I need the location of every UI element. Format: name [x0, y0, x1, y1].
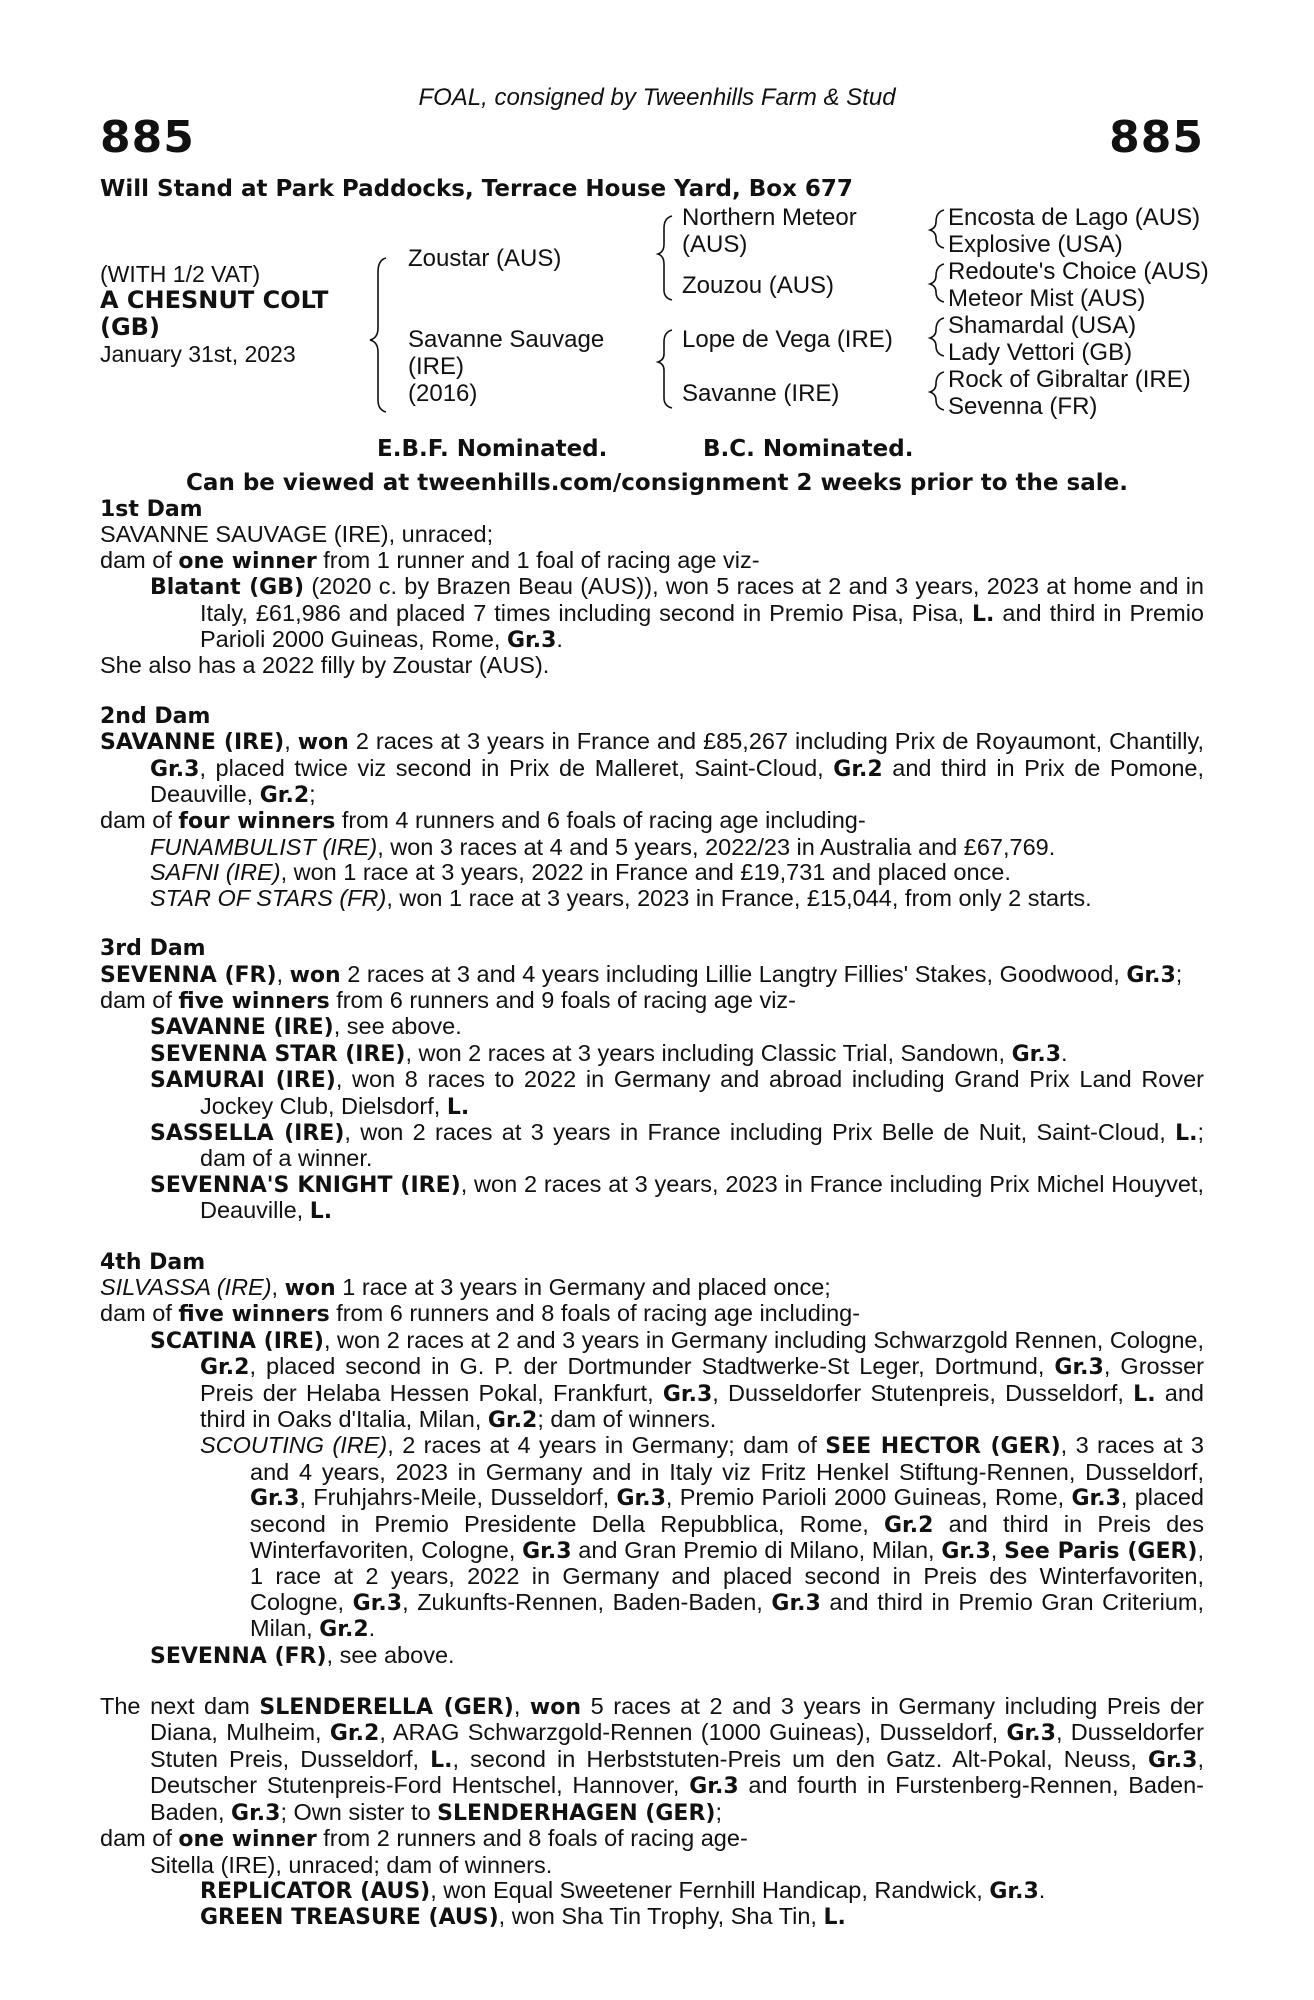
pedigree-sire-dam: Zouzou (AUS): [682, 272, 835, 299]
pedigree-dam-sire: Lope de Vega (IRE): [682, 326, 893, 353]
horse-name-suffix: (GB): [100, 313, 160, 341]
lot-number-left: 885: [100, 112, 195, 163]
second-dam-produce-line: dam of four winners from 4 runners and 6 foals of racing age including-: [100, 807, 866, 835]
catalogue-body: [100, 497, 1204, 1931]
consignor-line: FOAL, consigned by Tweenhills Farm & Stud: [418, 84, 896, 111]
foaling-date: January 31st, 2023: [100, 341, 296, 367]
fourth-dam-record: SILVASSA (IRE), won 1 race at 3 years in Germany and placed once;: [100, 1273, 831, 1301]
bc-nomination: B.C. Nominated.: [703, 436, 914, 462]
third-dam-record: SEVENNA (FR), won 2 races at 3 and 4 years including Lillie Langtry Fillies' Stakes, Goodwood, Gr.3;: [100, 960, 1183, 988]
first-dam-heading: 1st Dam: [100, 497, 203, 522]
pedigree-g8: Sevenna (FR): [948, 393, 1098, 420]
next-dam-sitella: Sitella (IRE), unraced; dam of winners.: [150, 1851, 553, 1878]
pedigree-dam-line3: (2016): [408, 380, 478, 407]
fourth-dam-grandfoal-scouting: SCOUTING (IRE), 2 races at 4 years in Germany; dam of SEE HECTOR (GER), 3 races at 3 and 4 years, 2023 in Germany and in Italy viz Fritz Henkel Stiftung-Rennen, Dusseldorf, Gr.3, Fruhjahrs-Meile, Dusseldorf, Gr.3, Premio Parioli 2000 Guineas, Rome, Gr.3, placed second in Premio Presidente Della Repubblica, Rome, Gr.2 and third in Preis des Winterfavoriten, Cologne, Gr.3 and Gran Premio di Milano, Milan, Gr.3, See Paris (GER), 1 race at 2 years, 2022 in Germany and placed second in Preis des Winterfavoriten, Cologne, Gr.3, Zukunfts-Rennen, Baden-Baden, Gr.3 and third in Premio Gran Criterium, Milan, Gr.2.: [200, 1432, 1205, 1643]
next-dam-produce-line: dam of one winner from 2 runners and 8 foals of racing age-: [100, 1825, 748, 1853]
pedigree-sire: Zoustar (AUS): [408, 245, 562, 272]
pedigree-sire-sire-line1: Northern Meteor: [682, 204, 857, 231]
fourth-dam-foal-scatina: SCATINA (IRE), won 2 races at 2 and 3 years in Germany including Schwarzgold Rennen, Cologne, Gr.2, placed second in G. P. der Dortmunder Stadtwerke-St Leger, Dortmund, Gr.3, Grosser Preis der Helaba Hessen Pokal, Frankfurt, Gr.3, Dusseldorfer Stutenpreis, Dusseldorf, L. and third in Oaks d'Italia, Milan, Gr.2; dam of winners.: [150, 1326, 1204, 1433]
pedigree-dam-dam: Savanne (IRE): [682, 380, 840, 407]
pedigree-g3: Redoute's Choice (AUS): [948, 258, 1209, 285]
third-dam-heading: 3rd Dam: [100, 936, 206, 962]
pedigree-g1: Encosta de Lago (AUS): [948, 204, 1201, 231]
first-dam-produce-line: dam of one winner from 1 runner and 1 foal of racing age viz-: [100, 546, 760, 574]
viewing-note: Can be viewed at tweenhills.com/consignment 2 weeks prior to the sale.: [186, 470, 1128, 496]
first-dam-line: SAVANNE SAUVAGE (IRE), unraced;: [100, 521, 494, 548]
third-dam-foal-2: SEVENNA STAR (IRE), won 2 races at 3 years including Classic Trial, Sandown, Gr.3.: [150, 1039, 1068, 1067]
stand-location: Will Stand at Park Paddocks, Terrace House Yard, Box 677: [100, 176, 853, 202]
second-dam-foal-3: STAR OF STARS (FR), won 1 race at 3 years, 2023 in France, £15,044, from only 2 starts.: [150, 884, 1092, 911]
pedigree-g2: Explosive (USA): [948, 231, 1123, 258]
second-dam-record: SAVANNE (IRE), won 2 races at 3 years in France and £85,267 including Prix de Royaumont, Chantilly, Gr.3, placed twice viz second in Prix de Malleret, Saint-Cloud, Gr.2 and third in Prix de Pomone, Deauville, Gr.2;: [100, 728, 1205, 809]
pedigree-dam-line1: Savanne Sauvage: [408, 326, 605, 353]
pedigree-g5: Shamardal (USA): [948, 312, 1137, 339]
vat-note: (WITH 1/2 VAT): [100, 261, 261, 287]
next-dam-green-treasure: GREEN TREASURE (AUS), won Sha Tin Trophy, Sha Tin, L.: [200, 1903, 846, 1931]
second-dam-heading: 2nd Dam: [100, 703, 211, 729]
second-dam-foal-2: SAFNI (IRE), won 1 race at 3 years, 2022 in France and £19,731 and placed once.: [150, 859, 1011, 886]
ebf-nomination: E.B.F. Nominated.: [377, 436, 608, 462]
next-dam-replicator: REPLICATOR (AUS), won Equal Sweetener Fernhill Handicap, Randwick, Gr.3.: [200, 1876, 1046, 1904]
fourth-dam-produce-line: dam of five winners from 6 runners and 8 foals of racing age including-: [100, 1300, 861, 1328]
horse-name: A CHESNUT COLT: [100, 286, 329, 314]
next-dam-record: The next dam SLENDERELLA (GER), won 5 races at 2 and 3 years in Germany including Preis der Diana, Mulheim, Gr.2, ARAG Schwarzgold-Rennen (1000 Guineas), Dusseldorf, Gr.3, Dusseldorfer Stuten Preis, Dusseldorf, L., second in Herbststuten-Preis um den Gatz. Alt-Pokal, Neuss, Gr.3, Deutscher Stutenpreis-Ford Hentschel, Hannover, Gr.3 and fourth in Furstenberg-Rennen, Baden-Baden, Gr.3; Own sister to SLENDERHAGEN (GER);: [100, 1693, 1205, 1826]
third-dam-foal-3: SAMURAI (IRE), won 8 races to 2022 in Germany and abroad including Grand Prix Land Rover Jockey Club, Dielsdorf, L.: [150, 1066, 1205, 1120]
lot-number-right: 885: [1109, 112, 1204, 163]
third-dam-foal-4: SASSELLA (IRE), won 2 races at 3 years in France including Prix Belle de Nuit, Saint-Cloud, L.; dam of a winner.: [150, 1118, 1204, 1172]
pedigree-sire-sire-line2: (AUS): [682, 231, 748, 258]
first-dam-foal-blatant: Blatant (GB) (2020 c. by Brazen Beau (AUS)), won 5 races at 2 and 3 years, 2023 at home and in Italy, £61,986 and placed 7 times including second in Premio Pisa, Pisa, L. and third in Premio Parioli 2000 Guineas, Rome, Gr.3.: [150, 573, 1204, 654]
third-dam-foal-5: SEVENNA'S KNIGHT (IRE), won 2 races at 3 years, 2023 in France including Prix Michel Houyvet, Deauville, L.: [150, 1170, 1204, 1225]
fourth-dam-foal-sevenna: SEVENNA (FR), see above.: [150, 1641, 455, 1669]
second-dam-foal-1: FUNAMBULIST (IRE), won 3 races at 4 and 5 years, 2022/23 in Australia and £67,769.: [150, 833, 1056, 860]
pedigree-dam-line2: (IRE): [408, 353, 464, 380]
third-dam-foal-1: SAVANNE (IRE), see above.: [150, 1013, 462, 1041]
pedigree-g4: Meteor Mist (AUS): [948, 285, 1146, 312]
pedigree-g6: Lady Vettori (GB): [948, 339, 1133, 366]
pedigree-g7: Rock of Gibraltar (IRE): [948, 366, 1191, 393]
third-dam-produce-line: dam of five winners from 6 runners and 9 foals of racing age viz-: [100, 986, 796, 1014]
first-dam-note: She also has a 2022 filly by Zoustar (AUS).: [100, 652, 550, 679]
fourth-dam-heading: 4th Dam: [100, 1249, 206, 1275]
